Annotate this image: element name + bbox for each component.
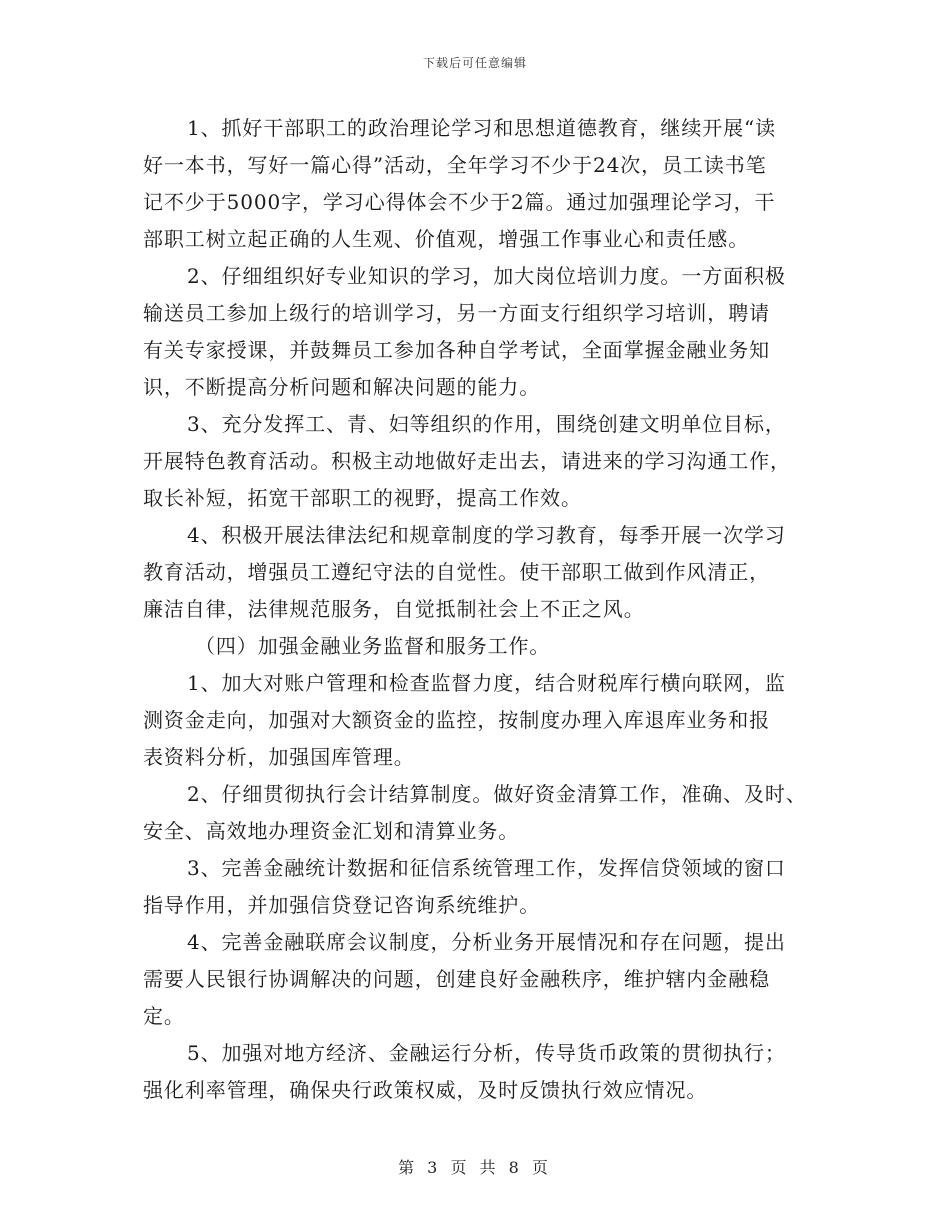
paragraph-line: 4、积极开展法律法纪和规章制度的学习教育，每季开展一次学习 — [187, 523, 786, 547]
paragraph-line: 测资金走向，加强对大额资金的监控，按制度办理入库退库业务和报 — [143, 708, 770, 732]
paragraph-line: 1、抓好干部职工的政治理论学习和思想道德教育，继续开展“读 — [187, 116, 777, 140]
body-text — [143, 110, 811, 1109]
paragraph-line: 需要人民银行协调解决的问题，创建良好金融秩序，维护辖内金融稳 — [143, 967, 770, 991]
header-note: 下载后可任意编辑 — [422, 56, 527, 70]
section-heading: （四）加强金融业务监督和服务工作。 — [195, 634, 551, 658]
paragraph-line: 开展特色教育活动。积极主动地做好走出去，请进来的学习沟通工作， — [143, 449, 791, 473]
paragraph-line: 表资料分析，加强国库管理。 — [143, 745, 415, 769]
paragraph-line: 4、完善金融联席会议制度，分析业务开展情况和存在问题，提出 — [187, 930, 786, 954]
paragraph-line: 2、仔细组织好专业知识的学习，加大岗位培训力度。一方面积极 — [187, 264, 786, 288]
page-number: 第 3 页 共 8 页 — [398, 1158, 552, 1177]
paragraph-line: 定。 — [143, 1004, 185, 1028]
paragraph-line: 强化利率管理，确保央行政策权威，及时反馈执行效应情况。 — [143, 1078, 708, 1102]
paragraph-line: 取长补短，拓宽干部职工的视野，提高工作效。 — [143, 486, 582, 510]
paragraph-line: 3、完善金融统计数据和征信系统管理工作，发挥信贷领域的窗口 — [187, 856, 786, 880]
paragraph-line: 安全、高效地办理资金汇划和清算业务。 — [143, 819, 520, 843]
paragraph-line: 廉洁自律，法律规范服务，自觉抵制社会上不正之风。 — [143, 597, 645, 621]
paragraph-line: 1、加大对账户管理和检查监督力度，结合财税库行横向联网，监 — [187, 671, 786, 695]
paragraph-line: 输送员工参加上级行的培训学习，另一方面支行组织学习培训，聘请 — [143, 301, 770, 325]
paragraph-line: 教育活动，增强员工遵纪守法的自觉性。使干部职工做到作风清正， — [143, 560, 770, 584]
paragraph-line: 识，不断提高分析问题和解决问题的能力。 — [143, 375, 541, 399]
paragraph-line: 5、加强对地方经济、金融运行分析，传导货币政策的贯彻执行； — [187, 1041, 786, 1065]
paragraph-line: 部职工树立起正确的人生观、价值观，增强工作事业心和责任感。 — [143, 227, 750, 251]
paragraph-line: 有关专家授课，并鼓舞员工参加各种自学考试，全面掌握金融业务知 — [143, 338, 770, 362]
paragraph-line: 指导作用，并加强信贷登记咨询系统维护。 — [143, 893, 541, 917]
paragraph-line: 好一本书，写好一篇心得”活动，全年学习不少于24次，员工读书笔 — [143, 153, 767, 177]
paragraph-line: 3、充分发挥工、青、妇等组织的作用，围绕创建文明单位目标， — [187, 412, 786, 436]
paragraph-line: 记不少于5000字，学习心得体会不少于2篇。通过加强理论学习，干 — [143, 190, 776, 214]
paragraph-line: 2、仔细贯彻执行会计结算制度。做好资金清算工作，准确、及时、 — [187, 782, 807, 806]
